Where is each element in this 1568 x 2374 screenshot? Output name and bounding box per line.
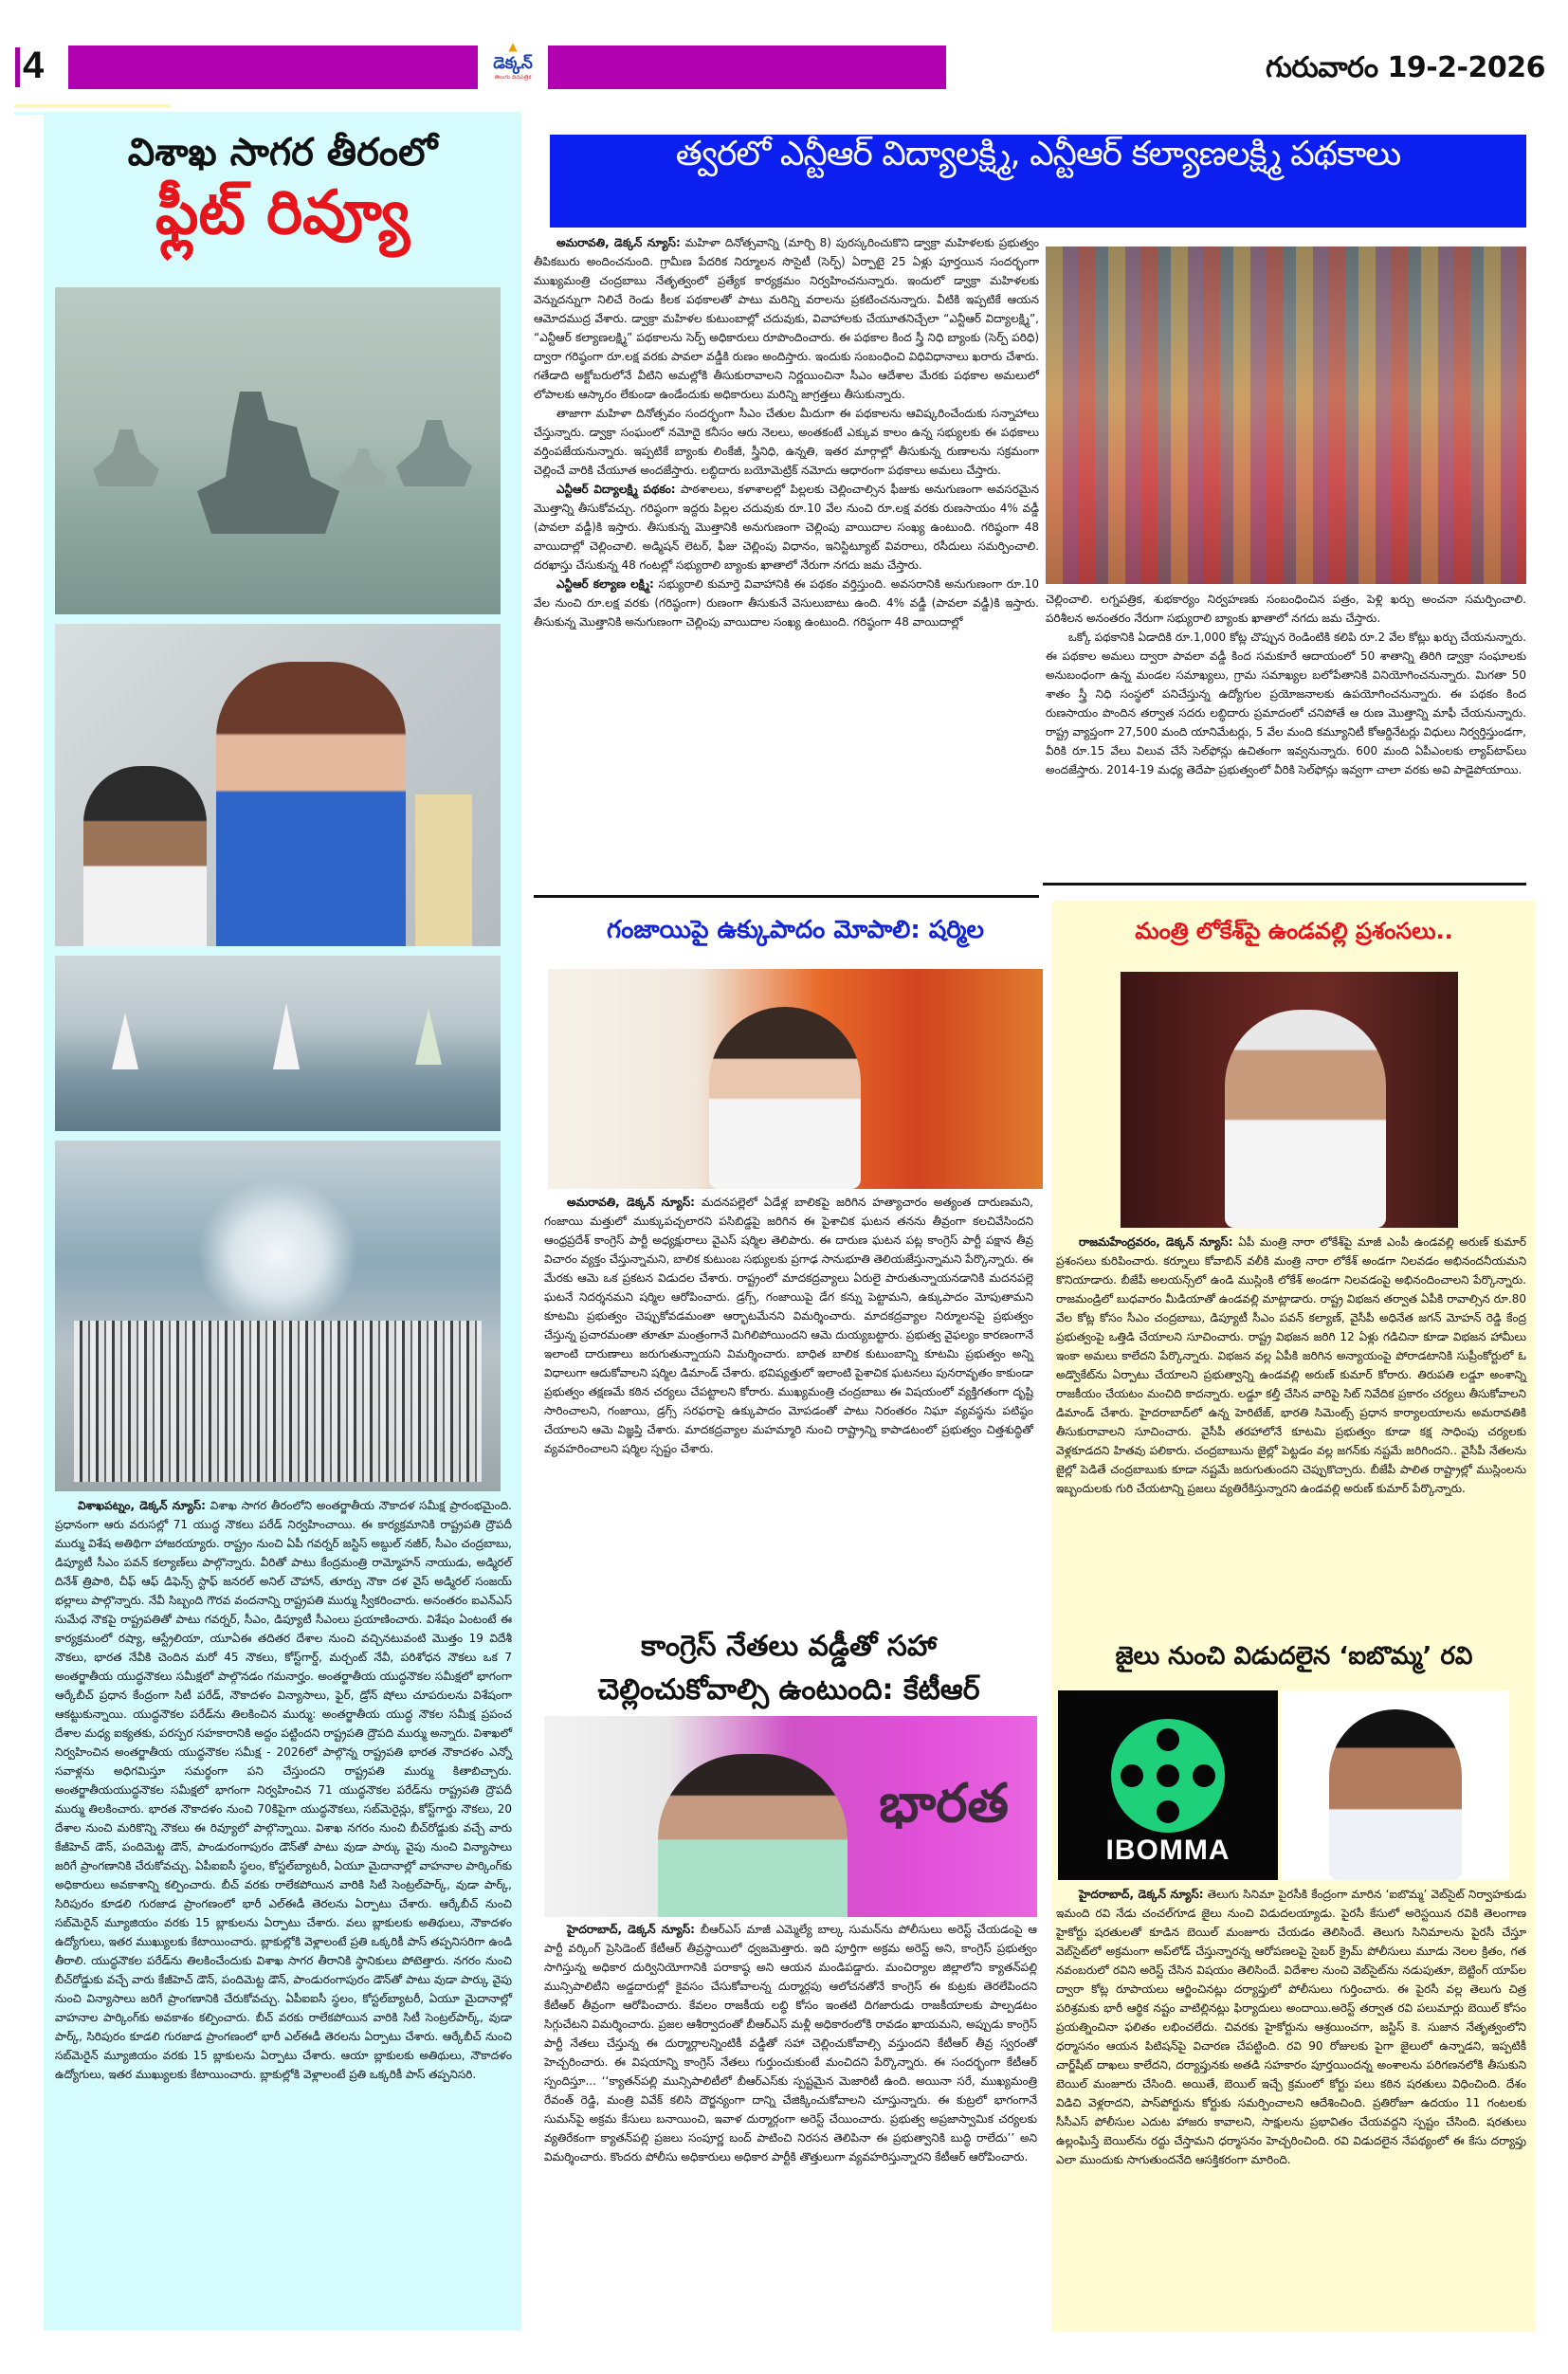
article-headline: గంజాయిపై ఉక్కుపాదం మోపాలి: షర్మిల <box>607 916 984 944</box>
dateline: రాజమహేంద్రవరం, డెక్కన్ న్యూస్: <box>1079 1235 1233 1249</box>
paragraph-text: సభ్యురాలి కుమార్తె వివాహానికి ఈ పథకం వర్తిస్తుంది. అవసరానికి అనుగుణంగా రూ.10 వేల నుంచి రూ.లక్ష వరకు (గరిష్ఠంగా) రుణంగా తీసుకునే వెసులుబాటు ఉంది. 4% వడ్డీ (పావలా వడ్డీ)కి ఇస్తారు. తీసుకున్న మొత్తానికి అనుగుణంగా చెల్లింపు వాయిదాల సంఖ్య ఉంటుంది. గరిష్ఠంగా 48 వాయిదాల్లో <box>534 577 1039 629</box>
article-body <box>544 1920 1037 2166</box>
ibomma-logo-image[interactable] <box>1058 1690 1278 1880</box>
paragraph <box>534 575 1039 631</box>
article-kicker: విశాఖ సాగర తీరంలో <box>127 131 438 174</box>
fleet-review-article <box>44 112 521 2330</box>
women-meeting-photo[interactable] <box>1046 247 1526 584</box>
dateline: అమరావతి, డెక్కన్ న్యూస్: <box>567 1196 695 1209</box>
paragraph: చెల్లించాలి. లగ్నపత్రిక, శుభకార్యం నిర్వహణకు సంబంధించిన పత్రం, పెళ్లి ఖర్చు అంచనా సమర్పించాలి. పరిశీలన అనంతరం నేరుగా సభ్యురాలి బ్యాంకు ఖాతాలో నగదు జమ చేస్తారు. <box>1046 593 1526 625</box>
masthead <box>0 0 1568 114</box>
ship-deck-crowd-photo[interactable] <box>55 1141 501 1491</box>
article-text: బీఆర్ఎస్ మాజీ ఎమ్మెల్యే బాల్క సుమన్‌ను పోలీసులు అరెస్ట్ చేయడంపై ఆ పార్టీ వర్కింగ్ ప్రెసిడెంట్ కేటీఆర్ తీవ్రస్థాయిలో ధ్వజమెత్తారు. ఇది పూర్తిగా అక్రమ అరెస్ట్ అని, కాంగ్రెస్ ప్రభుత్వం సాగిస్తున్న అధికార దుర్వినియోగానికి పరాకాష్ఠ అని ఆయన మండిపడ్డారు. మంచిర్యాల జిల్లాలోని క్యాతన్‌పల్లి మున్సిపాలిటీని అడ్డదారుల్లో కైవసం చేసుకోవాలన్న దుర్మార్గపు ఆలోచనతోనే కాంగ్రెస్ ఈ కుట్రకు తెరలేపిందని కేటీఆర్ తీవ్రంగా ఆరోపించారు. కేవలం రాజకీయ లబ్ధి కోసం ఇంతటి దిగజారుడు రాజకీయాలకు పాల్పడటం సిగ్గుచేటని విమర్శించారు. ప్రజల ఆశీర్వాదంతో బీఆర్ఎస్ మళ్లీ అధికారంలోకి రావడం ఖాయమని, అప్పుడు కాంగ్రెస్ పార్టీ నేతలు చేస్తున్న ఈ దుర్మార్గాలన్నింటికీ వడ్డీతో సహా చెల్లించుకోవాల్సి వస్తుందని కేటీఆర్ తీవ్ర స్వరంతో హెచ్చరించారు. ఈ విషయాన్ని కాంగ్రెస్ నేతలు గుర్తుంచుకుంటే మంచిదని పేర్కొన్నారు. ఈ సందర్భంగా కేటీఆర్ స్పందిస్తూ... ‘‘క్యాతన్‌పల్లి మున్సిపాలిటీలో బీఆర్ఎస్‌కు స్పష్టమైన మెజారిటీ ఉంది. అయినా సరే, ముఖ్యమంత్రి రేవంత్ రెడ్డి, మంత్రి వివేక్ కలిసి దౌర్జన్యంగా దాన్ని చేజిక్కించుకోవాలని చూస్తున్నారు. ఈ కుట్రలో భాగంగానే సుమన్‌పై అక్రమ కేసులు బనాయించి, ఇవాళ దుర్మార్గంగా అరెస్ట్ చేయించారు. ప్రభుత్వ అప్రజాస్వామిక చర్యలకు వ్యతిరేకంగా క్యాతన్‌పల్లి ప్రజలు సంపూర్ణ బంద్ పాటించి నిరసన తెలిపినా ఈ ప్రభుత్వానికి బుద్ధి రాలేదు’’ అని విమర్శించారు. కొందరు పోలీసు అధికారులు అధికార పార్టీకి తొత్తులుగా వ్యవహరిస్తున్నారని కేటీఆర్ ఆరోపించారు. <box>544 1923 1037 2164</box>
article-body <box>1056 1885 1526 2169</box>
headline-line-2: చెల్లించుకోవాల్సి ఉంటుంది: కేటీఆర్ <box>597 1673 980 1707</box>
masthead-band-left <box>68 46 478 89</box>
divider <box>534 895 1039 898</box>
paragraph <box>534 480 1039 575</box>
lamp-icon: ▲ <box>508 40 518 53</box>
subheading: ఎన్టీఆర్ విద్యాలక్ష్మి పథకం: <box>556 483 676 496</box>
paragraph: ఒక్కో పథకానికి ఏడాదికి రూ.1,000 కోట్ల చొప్పున రెండింటికి కలిపి రూ.2 వేల కోట్లు ఖర్చు చేయనున్నారు. ఈ పథకాల అమలు ద్వారా పావలా వడ్డీ కింద సమకూరే ఆదాయంలో 50 శాతాన్ని తిరిగి డ్వాక్రా సంఘాలకు అనుబంధంగా ఉన్న మండల సమాఖ్యలు, గ్రామ సమాఖ్యల బలోపేతానికి వినియోగించనున్నారు. మిగతా 50 శాతం స్త్రీ నిధి సంస్థలో పనిచేస్తున్న ఉద్యోగుల ప్రయోజనాలకు ఉపయోగించనున్నారు. ఈ పథకం కింద రుణసాయం పొందిన తర్వాత సదరు లబ్ధిదారు ప్రమాదంలో చనిపోతే ఆ రుణ మొత్తాన్ని మాఫీ చేయనున్నారు. రాష్ట్ర వ్యాప్తంగా 27,500 మంది యానిమేటర్లు, 5 వేల మంది కమ్యూనిటీ కోఆర్డినేటర్లు విధులు నిర్వర్తిస్తుండగా, వీరికి రూ.15 వేలు విలువ చేసే సెల్‌ఫోన్లు ఉచితంగా ఇవ్వనున్నారు. 600 మంది ఏపీఎంలకు ల్యాప్‌టాప్‌లు అందజేస్తారు. 2014-19 మధ్య తెదేపా ప్రభుత్వంలో వీరికి సెల్‌ఫోన్లు ఇవ్వగా చాలా వరకు అవి పాడైపోయాయి. <box>1046 630 1526 776</box>
article-text: మదనపల్లెలో ఏడేళ్ల బాలికపై జరిగిన హత్యాచారం అత్యంత దారుణమని, గంజాయి మత్తులో ముక్కుపచ్చలారని పసిబిడ్డపై జరిగిన ఈ పైశాచిక ఘటన తనను తీవ్రంగా కలచివేసిందని ఆంధ్రప్రదేశ్ కాంగ్రెస్ పార్టీ అధ్యక్షురాలు వైఎస్ షర్మిల తెలిపారు. ఈ దారుణ ఘటన పట్ల కాంగ్రెస్ పార్టీ పక్షాన తీవ్ర విచారం వ్యక్తం చేస్తున్నామని, బాలిక కుటుంబ సభ్యులకు ప్రగాఢ సానుభూతి తెలియజేస్తున్నామని పేర్కొన్నారు. ఈ మేరకు ఆమె ఒక ప్రకటన విడుదల చేశారు. రాష్ట్రంలో మాదకద్రవ్యాలు ఏరులై పారుతున్నాయనడానికి మదనపల్లె ఘటనే నిదర్శనమని షర్మిల ఆరోపించారు. డ్రగ్స్, గంజాయిపై డేగ కన్ను పెట్టామని, ఉక్కుపాదం మోపుతామని కూటమి ప్రభుత్వం చెప్పుకోవడమంతా ఆర్భాటమేనని విమర్శించారు. మాదకద్రవ్యాల నిర్మూలనపై ప్రభుత్వం చేస్తున్న ప్రచారమంతా తూతూ మంత్రంగానే మిగిలిపోయిందని ఆమె దుయ్యబట్టారు. ప్రభుత్వ వైఫల్యం కారణంగానే ఇలాంటి దారుణాలు జరుగుతున్నాయని విమర్శించారు. బాధిత బాలిక కుటుంబాన్ని కూటమి ప్రభుత్వం అన్ని విధాలుగా ఆదుకోవాలని షర్మిల డిమాండ్ చేశారు. భవిష్యత్తులో ఇలాంటి పైశాచిక ఘటనలు పునరావృతం కాకుండా ప్రభుత్వం తక్షణమే కఠిన చర్యలు చేపట్టాలని కోరారు. ముఖ్యమంత్రి చంద్రబాబు ఈ విషయంలో వ్యక్తిగతంగా దృష్టి సారించాలని, గంజాయి, డ్రగ్స్ సరఫరాపై ఉక్కుపాదం మోపడంతో పాటు నిరంతరం నిఘా వ్యవస్థను పటిష్ఠం చేయాలని ఆమె విజ్ఞప్తి చేశారు. మాదకద్రవ్యాల మహమ్మారి నుంచి రాష్ట్రాన్ని కాపాడటంలో ప్రభుత్వం చిత్తశుద్ధితో వ్యవహరించాలని షర్మిల స్పష్టం చేశారు. <box>544 1196 1033 1455</box>
article-body <box>55 1496 512 2084</box>
newspaper-logo[interactable] <box>480 40 546 95</box>
article-headline: మంత్రి లోకేశ్‌పై ఉండవల్లి ప్రశంసలు.. <box>1135 918 1453 944</box>
dateline: హైదరాబాద్, డెక్కన్ న్యూస్: <box>1079 1888 1204 1901</box>
undavalli-photo[interactable] <box>1121 972 1458 1228</box>
article-body <box>544 1193 1033 1458</box>
headline-banner <box>550 135 1526 228</box>
logo-subtitle: తెలుగు దినపత్రిక <box>494 74 532 81</box>
ktr-photo[interactable] <box>544 1716 1037 1917</box>
masthead-band-right <box>548 46 946 89</box>
warships-photo[interactable] <box>55 287 501 614</box>
article-headline <box>544 1625 1033 1712</box>
dateline: విశాఖపట్నం, డెక్కన్ న్యూస్: <box>78 1499 206 1512</box>
backdrop-text: భారత <box>879 1773 1009 1835</box>
paragraph <box>534 233 1039 404</box>
divider <box>14 104 171 108</box>
article-text: తెలుగు సినిమా పైరసీకి కేంద్రంగా మారిన ‘ఐబొమ్మ’ వెబ్‌సైట్ నిర్వాహకుడు ఇమంది రవి నేడు చంచల్‌గూడ జైలు నుంచి విడుదలయ్యాడు. పైరసీ కేసులో అరెస్టయిన రవికి తెలంగాణ హైకోర్టు షరతులతో కూడిన బెయిల్ మంజూరు చేయడం తెలిసిందే. తెలుగు సినిమాలను పైరసీ చేస్తూ వెబ్‌సైట్‌లో అక్రమంగా అప్‌లోడ్ చేస్తున్నారన్న ఆరోపణలపై సైబర్ క్రైమ్ పోలీసులు మూడు నెలల క్రితం, గత నవంబరులో రవిని అరెస్ట్ చేసిన విషయం తెలిసిందే. విదేశాల నుంచి వెబ్‌సైట్‌ను నడుపుతూ, బెట్టింగ్ యాప్‌ల ద్వారా కోట్ల రూపాయలు ఆర్జించినట్లు దర్యాప్తులో పోలీసులు గుర్తించారు. ఈ పైరసీ వల్ల తెలుగు చిత్ర పరిశ్రమకు భారీ ఆర్థిక నష్టం వాటిల్లినట్లు ఫిర్యాదులు అందాయి.అరెస్ట్ తర్వాత రవి పలుమార్లు బెయిల్ కోసం ప్రయత్నించినా ఫలితం లభించలేదు. చివరకు హైకోర్టును ఆశ్రయించగా, జస్టిస్ కె. సుజాన నేతృత్వంలోని ధర్మాసనం ఆయన పిటిషన్‌పై విచారణ చేపట్టింది. రవి 90 రోజులకు పైగా జైలులో ఉన్నాడని, ఇప్పటికీ చార్జ్‌షీట్ దాఖలు కాలేదని, దర్యాప్తునకు అతడి సహకారం పూర్తయిందన్న అంశాలను పరిగణనలోకి తీసుకుని బెయిల్ మంజూరు చేసింది. అయితే, బెయిల్ ఇచ్చే క్రమంలో కోర్టు పలు కఠిన షరతులు విధించింది. దేశం విడిచి వెళ్లరాదని, పాస్‌పోర్టును కోర్టుకు సమర్పించాలని ఆదేశించింది. ప్రతిరోజూ ఉదయం 11 గంటలకు సీసీఎస్ పోలీసుల ఎదుట హాజరు కావాలని, సాక్షులను ప్రభావితం చేయవద్దని స్పష్టం చేసింది. షరతులు ఉల్లంఘిస్తే బెయిల్‌ను రద్దు చేస్తామని ధర్మాసనం హెచ్చరించింది. రవి విడుదలైన నేపథ్యంలో ఈ కేసు దర్యాప్తు ఎలా ముందుకు సాగుతుందనేది ఆసక్తికరంగా మారింది. <box>1056 1888 1526 2166</box>
dateline: అమరావతి, డెక్కన్ న్యూస్: <box>556 236 681 249</box>
article-headline: ఫ్లీట్ రివ్యూ <box>155 178 410 248</box>
ibomma-logo-text: IBOMMA <box>1105 1835 1231 1866</box>
article-body <box>534 233 1039 631</box>
paragraph: తాజాగా మహిళా దినోత్సవం సందర్భంగా సీఎం చేతుల మీదుగా ఈ పథకాలను ఆవిష్కరించేందుకు సన్నాహాలు చేస్తున్నారు. డ్వాక్రా సంఘంలో నమోదై కనీసం ఆరు నెలలు, అంతకంటే ఎక్కువ కాలం ఉన్న సభ్యులకు ఈ పథకాలు వర్తింపజేయనున్నారు. ఇప్పటికే బ్యాంకు లింకేజీ, స్త్రీనిధి, ఉన్నతి, ఇతర మార్గాల్లో తీసుకున్న రుణాలను సక్రమంగా చెల్లించే వారికి చేయూత అందజేస్తారు. లబ్ధిదారు బయోమెట్రిక్ నమోదు ఆధారంగా పథకాలు అమలు చేస్తారు. <box>534 407 1039 477</box>
page-number-marker <box>15 47 20 87</box>
article-text: ఏపీ మంత్రి నారా లోకేశ్‌పై మాజీ ఎంపీ ఉండవల్లి అరుణ్ కుమార్ ప్రశంసలు కురిపించారు. కర్నూలు కోవాబిన్ వలీకి మంత్రి నారా లోకేశ్ అండగా నిలవడం అభినందనీయమని కొనియాడారు. బీజేపీ అలయన్స్‌లో ఉండి ముస్లింకి లోకేశ్ అండగా నిలవడంపై అభినందించాలని పేర్కొన్నారు. రాజమండ్రిలో బుధవారం మీడియాతో ఉండవల్లి మాట్లాడారు. రాష్ట్ర విభజన తర్వాత ఏపీకి రావాల్సిన రూ.80 వేల కోట్ల కోసం సీఎం చంద్రబాబు, డిప్యూటీ సీఎం పవన్ కల్యాణ్, వైసీపీ అధినేత జగన్ మోహన్ రెడ్డి కేంద్ర ప్రభుత్వంపై ఒత్తిడి చేయాలని సూచించారు. రాష్ట్ర విభజన జరిగి 12 ఏళ్లు గడిచినా కూడా విభజన హామీలు ఇంకా అమలు కాలేదని పేర్కొన్నారు. విభజన వల్ల ఏపీకి జరిగిన అన్యాయంపై పోరాడటానికి సుప్రీంకోర్టులో ఓ అడ్వొకేట్‌ను ఏర్పాటు చేయాలని ప్రభుత్వాన్ని ఉండవల్లి అరుణ్ కుమార్ కోరారు. తిరుపతి లడ్డూ అంశాన్ని రాజకీయం చేయటం మంచిది కాదన్నారు. లడ్డూ కల్తీ చేసిన వారిపై సిట్ నివేదిక ప్రకారం చర్యలు తీసుకోవాలని డిమాండ్ చేశారు. హైదరాబాద్‌లో ఉన్న హెరిటేజ్, భారతి సిమెంట్స్ ప్రధాన కార్యాలయాలను అమరావతికి తీసుకురావాలని సూచించారు. వైసీపీ తరహాలోనే కూటమి ప్రభుత్వం కూడా కక్ష సాధింపు చర్యలకు వెళ్లకూడదని హితవు పలికారు. చంద్రబాబును జైల్లో పెట్టడం వల్ల జగన్‌కు నష్టమే జరిగిందని.. వైసీపీ నేతలను జైల్లో పెడితే చంద్రబాబుకు కూడా నష్టమే జరుగుతుందని చెప్పుకొచ్చారు. బీజేపీ పాలిత రాష్ట్రాల్లో ముస్లింలను ఇబ్బందులకు గురి చేయటాన్ని ప్రజలు వ్యతిరేకిస్తున్నారని ఉండవల్లి అరుణ్ కుమార్ పేర్కొన్నారు. <box>1056 1235 1526 1495</box>
divider <box>1043 883 1526 886</box>
logo-text: డెక్కన్ <box>493 54 533 73</box>
sharmila-photo[interactable] <box>548 969 1043 1189</box>
article-headline: త్వరలో ఎన్టీఆర్ విద్యాలక్ష్మి, ఎన్టీఆర్ కల్యాణలక్ష్మి పథకాలు <box>675 135 1401 173</box>
dignitaries-selfie-photo[interactable] <box>55 624 501 946</box>
ravi-photo[interactable] <box>1282 1690 1509 1880</box>
dateline: హైదరాబాద్, డెక్కన్ న్యూస్: <box>567 1923 695 1936</box>
article-headline: జైలు నుంచి విడుదలైన ‘ఐబొమ్మ’ రవి <box>1115 1642 1473 1671</box>
paragraph-text: పాఠశాలలు, కళాశాలల్లో పిల్లలకు చెల్లించాల్సిన ఫీజుకు అనుగుణంగా అవసరమైన మొత్తాన్ని తీసుకోవచ్చు. గరిష్ఠంగా ఇద్దరు పిల్లల చదువుకు రూ.10 వేల నుంచి రూ.లక్ష వరకు రుణసాయం 4% వడ్డీ (పావలా వడ్డీ)కి ఇస్తారు. తీసుకున్న మొత్తానికి అనుగుణంగా చెల్లింపు వాయిదాల సంఖ్య ఉంటుంది. గరిష్ఠంగా 48 వాయిదాల్లో చెల్లించాలి. అడ్మిషన్ లెటర్, ఫీజు చెల్లింపు విధానం, ఇనిస్టిట్యూట్ వివరాలు, రసీదులు సమర్పించాలి. దరఖాస్తు చేసుకున్న 48 గంటల్లో సభ్యురాలి బ్యాంకు ఖాతాలో నేరుగా నగదు జమ చేస్తారు. <box>534 483 1039 572</box>
article-body <box>1056 1233 1526 1498</box>
headline-line-1: కాంగ్రెస్ నేతలు వడ్డీతో సహా <box>641 1630 937 1663</box>
issue-date: గురువారం 19-2-2026 <box>1266 51 1545 84</box>
film-reel-icon <box>1111 1719 1225 1833</box>
subheading: ఎన్టీఆర్ కల్యాణ లక్ష్మి: <box>556 577 654 591</box>
article-body-continued <box>1046 590 1526 779</box>
article-text: విశాఖ సాగర తీరంలోని అంతర్జాతీయ నౌకాదళ సమీక్ష ప్రారంభమైంది. ప్రధానంగా ఆరు వరుసల్లో 71 యుద్ధ నౌకలు పరేడ్ నిర్వహించాయి. ఈ కార్యక్రమానికి రాష్ట్రపతి ద్రౌపదీ ముర్ము విశేష అతిథిగా హాజరయ్యారు. రాష్ట్రం నుంచి ఏపీ గవర్నర్ జస్టిస్ అబ్దుల్ నజీర్, సీఎం చంద్రబాబు, డిప్యూటీ సీఎం పవన్ కల్యాణ్‌లు పాల్గొన్నారు. వీరితో పాటు కేంద్రమంత్రి రామ్మోహన్ నాయుడు, అడ్మిరల్ దినేశ్ త్రిపాఠి, చీఫ్ ఆఫ్ డిఫెన్స్ స్టాఫ్ జనరల్ అనిల్ చౌహాన్, తూర్పు నౌకా దళ వైస్ అడ్మిరల్ సంజయ్ భల్లాలు పాల్గొన్నారు. నేవీ సిబ్బంది గౌరవ వందనాన్ని రాష్ట్రపతి ముర్ము స్వీకరించారు. అనంతరం ఐఎన్ఎస్ సుమేధ నౌకపై రాష్ట్రపతితో పాటు గవర్నర్, సీఎం, డిప్యూటీ సీఎంలు ప్రయాణించారు. విశేషం ఏంటంటే ఈ కార్యక్రమంలో రష్యా, ఆస్ట్రేలియా, యూఏఈ తదితర దేశాల నుంచి వచ్చినటువంటి మొత్తం 19 విదేశీ నౌకలు, భారత నేవీకి చెందిన మరో 45 నౌకలు, కోస్ట్‌గార్డ్, మర్చంట్ నేవీ, పరిశోధన నౌకలు ఒక 7 అంతర్జాతీయ యుద్ధనౌకలు సమీక్షలో పాల్గొనడం గమనార్హం. అంతర్జాతీయ యుద్ధనౌకల సమీక్షలో భాగంగా ఆర్కేబీచ్ ప్రధాన కేంద్రంగా సిటీ పరేడ్, నౌకాదళం విన్యాసాలు, ఫైర్, డ్రోన్ షోలు చూపరులను విశేషంగా ఆకట్టుకున్నాయి. యుద్ధనౌకల పరేడ్‌ను తిలకించిన ముర్ము: అంతర్జాతీయ యుద్ధ నౌకల సమీక్ష ప్రపంచ దేశాల మధ్య ఐక్యతకు, పరస్పర సహకారానికి అద్దం పట్టిందని రాష్ట్రపతి ద్రౌపది ముర్ము అన్నారు. విశాఖలో నిర్వహించిన అంతర్జాతీయ యుద్ధనౌకల సమీక్ష - 2026లో పాల్గొన్న రాష్ట్రపతి భారత నౌకాదళం ఎన్నో సవాళ్లను అధిగమిస్తూ సమర్థంగా పని చేస్తుందని రాష్ట్రపతి ముర్ము కితాబిచ్చారు. అంతర్జాతీయయుద్ధనౌకల సమీక్షలో భాగంగా నిర్వహించిన 71 యుద్ధనౌకల పరేడ్‌ను రాష్ట్రపతి ద్రౌపదీ ముర్ము తిలకించారు. భారత నౌకాదళం నుంచి 70కిపైగా యుద్ధనౌకలు, సబ్‌మెరైన్లు, కోస్ట్‌గార్డు నౌకలు, 20 దేశాల నుంచి మరికొన్ని నౌకలు ఈ రివ్యూలో పాల్గొన్నాయి. విశాఖ నగరం నుంచి బీచ్‌రోడ్డుకు వచ్చే వారు కేజీహెచ్ డౌన్, పందిమెట్ట డౌన్, పాండురంగాపురం డౌన్‌తో పాటు వుడా పార్కు వైపు నుంచి విన్యాసాలు జరిగే ప్రాంగణానికి చేరుకోవచ్చు. ఏపీఐఐసీ స్థలం, కోస్టల్‌బ్యాటరీ, ఏయూ మైదానాల్లో వాహనాల పార్కింగ్‌కు అధికారులు అవకాశాన్ని కల్పించారు. బీచ్ వరకు రాలేకపోయిన వారికి సిటీ సెంట్రల్‌పార్క్, వుడా పార్క్, సిరిపురం కూడలి గురజాడ ప్రాంగణంలో భారీ ఎల్ఈడీ తెరలను ఏర్పాటు చేశారు. ఆర్కేబీచ్ నుంచి సబ్‌మెరైన్ మ్యూజియం వరకు 15 బ్లాకులను ఏర్పాటు చేశారు. వలు బ్లాకులకు అతిథులు, నౌకాదళం ఉద్యోగులు, ఇతర ముఖ్యులకు కేటాయించారు. బ్లాకుల్లోకి వెళ్లాలంటే ప్రతి ఒక్కరికీ పాస్ తప్పనిసరిగా ఉండి తీరాలి. యుద్ధనౌకల పరేడ్‌ను తిలకించేందుకు విశాఖ సాగర తీరానికి స్థానికులు పోటెత్తారు. నగరం నుంచి బీచ్‌రోడ్డుకు వచ్చే వారు కేజీహెచ్ డౌన్, పందిమెట్ట డౌన్, పాండురంగాపురం డౌన్‌తో పాటు వుడా పార్కు వైపు నుంచి విన్యాసాలు జరిగే ప్రాంగణానికి చేరుకోవచ్చు. ఏపీఐఐసీ స్థలం, కోస్టల్‌బ్యాటరీ, ఏయూ మైదానాల్లో వాహనాల పార్కింగ్‌కు అవకాశం కల్పించారు. బీచ్ వరకు రాలేకపోయిన వారికి సిటీ సెంట్రల్‌పార్క్, వుడా పార్క్, సిరిపురం కూడలి గురజాడ ప్రాంగణంలో భారీ ఎల్ఈడీ తెరలను ఏర్పాటు చేశారు. ఆర్కేబీచ్ నుంచి సబ్‌మెరైన్ మ్యూజియం వరకు 15 బ్లాకులను ఏర్పాటు చేశారు. ఆయా బ్లాకులకు అతిథులు, నౌకాదళం ఉద్యోగులు, ఇతర ముఖ్యులకు కేటాయించారు. బ్లాకుల్లోకి వెళ్లాలంటే ప్రతి ఒక్కరికీ పాస్ తప్పనిసరి. <box>55 1499 512 2081</box>
sailboats-photo[interactable] <box>55 956 501 1131</box>
paragraph-text: మహిళా దినోత్సవాన్ని (మార్చి 8) పురస్కరించుకొని డ్వాక్రా మహిళలకు ప్రభుత్వం తీపికబురు అందించనుంది. గ్రామీణ పేదరిక నిర్మూలన సొసైటీ (సెర్ప్) ఏర్పాటై 25 ఏళ్లు పూర్తయిన సందర్భంగా ముఖ్యమంత్రి చంద్రబాబు నేతృత్వంలో ప్రత్యేక కార్యక్రమం నిర్వహించనున్నారు. ఇందులో డ్వాక్రా మహిళలకు వెన్నుదన్నుగా నిలిచే రెండు కీలక పథకాలతో పాటు మరిన్ని వరాలను ప్రకటించనున్నారు. వీటికి ఇప్పటికే ఆయన ఆమోదముద్ర వేశారు. డ్వాక్రా మహిళల కుటుంబాల్లో చదువుకు, వివాహాలకు చేయూతనిచ్చేలా “ఎన్టీఆర్ విద్యాలక్ష్మి”, “ఎన్టీఆర్ కల్యాణలక్ష్మి” పథకాలను సెర్ప్ అధికారులు రూపొందించారు. ఈ పథకాల కింద స్త్రీ నిధి బ్యాంకు (సెర్ప్ పరిధి) ద్వారా గరిష్ఠంగా రూ.లక్ష వరకు పావలా వడ్డీకి రుణం అందిస్తారు. ఇందుకు సంబంధించి విధివిధానాలు ఖరారు చేశారు. గతేడాది అక్టోబరులోనే వీటిని అమల్లోకి తీసుకురావాలని నిర్ణయించినా సీఎం ఆదేశాల మేరకు పథకాల అమలులో లోపాలకు ఆస్కారం లేకుండా ఉండేందుకు అధికారులు మరిన్ని జాగ్రత్తలు తీసుకున్నారు. <box>534 236 1039 401</box>
page-number: 4 <box>23 45 45 86</box>
